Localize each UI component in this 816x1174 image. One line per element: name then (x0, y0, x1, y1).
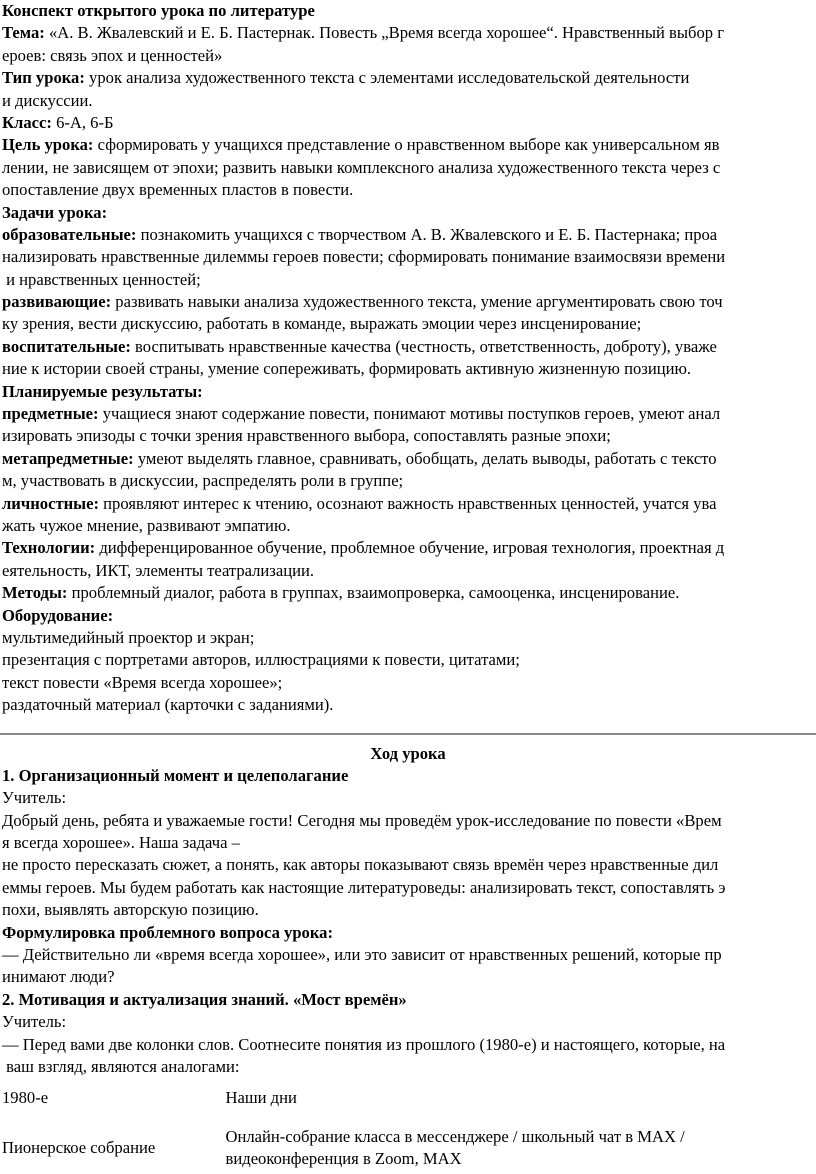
results-personal-label: личностные: (2, 493, 100, 513)
table-cell: Пионерское собрание (2, 1138, 156, 1158)
results-personal-line-1 (0, 493, 814, 515)
stage1-text-line: я всегда хорошее». Наша задача – (2, 833, 240, 853)
table-cell (224, 1123, 814, 1173)
comparison-table (0, 1087, 814, 1173)
goal-line-1 (0, 134, 814, 156)
results-heading: Планируемые результаты: (2, 381, 203, 401)
stage2-title: 2. Мотивация и актуализация знаний. «Мост времён» (2, 989, 407, 1009)
tasks-developing-text: развивать навыки анализа художественного текста, умение аргументировать свою точ (115, 292, 723, 312)
equipment-item: раздаточный материал (карточки с заданиями). (2, 695, 334, 715)
document-title: Конспект открытого урока по литературе (2, 1, 315, 20)
stage2-speaker: Учитель: (2, 1012, 67, 1032)
results-personal-line-2: жать чужое мнение, развивают эмпатию. (2, 515, 291, 535)
lesson-type-text: урок анализа художественного текста с элементами исследовательской деятельности (89, 68, 690, 88)
tasks-upbringing-label: воспитательные: (2, 336, 131, 356)
equipment-item: презентация с портретами авторов, иллюстрациями к повести, цитатами; (2, 650, 520, 670)
stage1-text-line: похи, выявлять авторскую позицию. (2, 900, 259, 920)
tasks-educational-text: познакомить учащихся с творчеством А. В. Жвалевского и Е. Б. Пастернака; проа (140, 224, 718, 244)
table-header-cell: 1980-е (2, 1088, 49, 1108)
grade-line (0, 112, 814, 134)
technologies-line-1 (0, 537, 814, 559)
tasks-developing-line-1 (0, 291, 814, 313)
tasks-upbringing-text: воспитывать нравственные качества (честность, ответственность, доброту), уваже (135, 336, 717, 356)
technologies-label: Технологии: (2, 538, 96, 558)
grade-value: 6-А, 6-Б (56, 112, 114, 132)
methods-text: проблемный диалог, работа в группах, взаимопроверка, самооценка, инсценирование. (71, 583, 680, 603)
goal-label: Цель урока: (2, 135, 94, 155)
stage1-title: 1. Организационный момент и целеполагание (2, 765, 349, 785)
table-cell-line: видеоконференция в Zoom, MAX (225, 1149, 462, 1169)
results-meta-label: метапредметные: (2, 448, 134, 468)
course-heading: Ход урока (370, 743, 446, 763)
topic-line-1 (0, 22, 814, 44)
table-header-cell: Наши дни (225, 1088, 297, 1108)
tasks-educational-line-3: и нравственных ценностей; (2, 269, 201, 289)
stage1-text-line: не просто пересказать сюжет, а понять, как авторы показывают связь времён через нравственные дил (2, 855, 719, 875)
section-divider (0, 733, 816, 735)
table-row (0, 1123, 814, 1173)
grade-label: Класс: (2, 112, 52, 132)
tasks-educational-line-1 (0, 224, 814, 246)
lesson-type-label: Тип урока: (2, 68, 85, 88)
technologies-line-2: еятельность, ИКТ, элементы театрализации. (2, 560, 315, 580)
goal-line-2: лении, не зависящем от эпохи; развить навыки комплексного анализа художественного текста через с (2, 157, 721, 177)
tasks-educational-line-2: нализировать нравственные дилеммы героев повести; сформировать понимание взаимосвязи времени (2, 247, 726, 267)
tasks-developing-label: развивающие: (2, 292, 112, 312)
equipment-item: мультимедийный проектор и экран; (2, 627, 255, 647)
equipment-item: текст повести «Время всегда хорошее»; (2, 672, 283, 692)
results-meta-line-2: м, участвовать в дискуссии, распределять роли в группе; (2, 471, 404, 491)
results-subject-label: предметные: (2, 404, 99, 424)
table-header-row (0, 1087, 814, 1123)
lesson-type-line-2: и дискуссии. (2, 90, 93, 110)
stage1-text-line: еммы героев. Мы будем работать как настоящие литературоведы: анализировать текст, сопоставлять э (2, 877, 726, 897)
lesson-type-line-1 (0, 67, 814, 89)
stage2-line-1: — Перед вами две колонки слов. Соотнесите понятия из прошлого (1980-е) и настоящего, которые, на (2, 1034, 726, 1054)
topic-label: Тема: (2, 23, 45, 43)
problem-line-1: — Действительно ли «время всегда хорошее», или это зависит от нравственных решений, которые пр (2, 945, 722, 965)
stage1-text-line: Добрый день, ребята и уважаемые гости! Сегодня мы проведём урок-исследование по повести «Врем (2, 810, 722, 830)
problem-line-2: инимают люди? (2, 967, 115, 987)
results-personal-text: проявляют интерес к чтению, осознают важность нравственных ценностей, учатся ува (103, 493, 717, 513)
results-subject-line-1 (0, 403, 814, 425)
methods-line (0, 582, 814, 604)
tasks-upbringing-line-1 (0, 336, 814, 358)
tasks-upbringing-line-2: ние к истории своей страны, умение сопереживать, формировать активную жизненную позицию. (2, 359, 692, 379)
tasks-heading: Задачи урока: (2, 202, 108, 222)
topic-text: «А. В. Жвалевский и Е. Б. Пастернак. Повесть „Время всегда хорошее“. Нравственный выбор г (48, 23, 725, 43)
goal-line-3: опоставление двух временных пластов в повести. (2, 180, 354, 200)
equipment-heading: Оборудование: (2, 605, 114, 625)
results-meta-text: умеют выделять главное, сравнивать, обобщать, делать выводы, работать с тексто (137, 448, 717, 468)
tasks-developing-line-2: ку зрения, вести дискуссию, работать в команде, выражать эмоции через инсценирование; (2, 314, 642, 334)
technologies-text: дифференцированное обучение, проблемное обучение, игровая технология, проектная д (99, 538, 725, 558)
goal-text: сформировать у учащихся представление о нравственном выборе как универсальном яв (97, 135, 720, 155)
problem-title: Формулировка проблемного вопроса урока: (2, 922, 333, 942)
results-meta-line-1 (0, 448, 814, 470)
table-cell-line: Онлайн-собрание класса в мессенджере / школьный чат в MAX / (225, 1126, 685, 1146)
topic-line-2: ероев: связь эпох и ценностей» (2, 45, 223, 65)
methods-label: Методы: (2, 583, 68, 603)
stage1-speaker: Учитель: (2, 788, 67, 808)
results-subject-line-2: изировать эпизоды с точки зрения нравственного выбора, сопоставлять разные эпохи; (2, 426, 611, 446)
results-subject-text: учащиеся знают содержание повести, понимают мотивы поступков героев, умеют анал (102, 404, 721, 424)
tasks-educational-label: образовательные: (2, 224, 137, 244)
stage2-line-2: ваш взгляд, являются аналогами: (2, 1056, 240, 1076)
